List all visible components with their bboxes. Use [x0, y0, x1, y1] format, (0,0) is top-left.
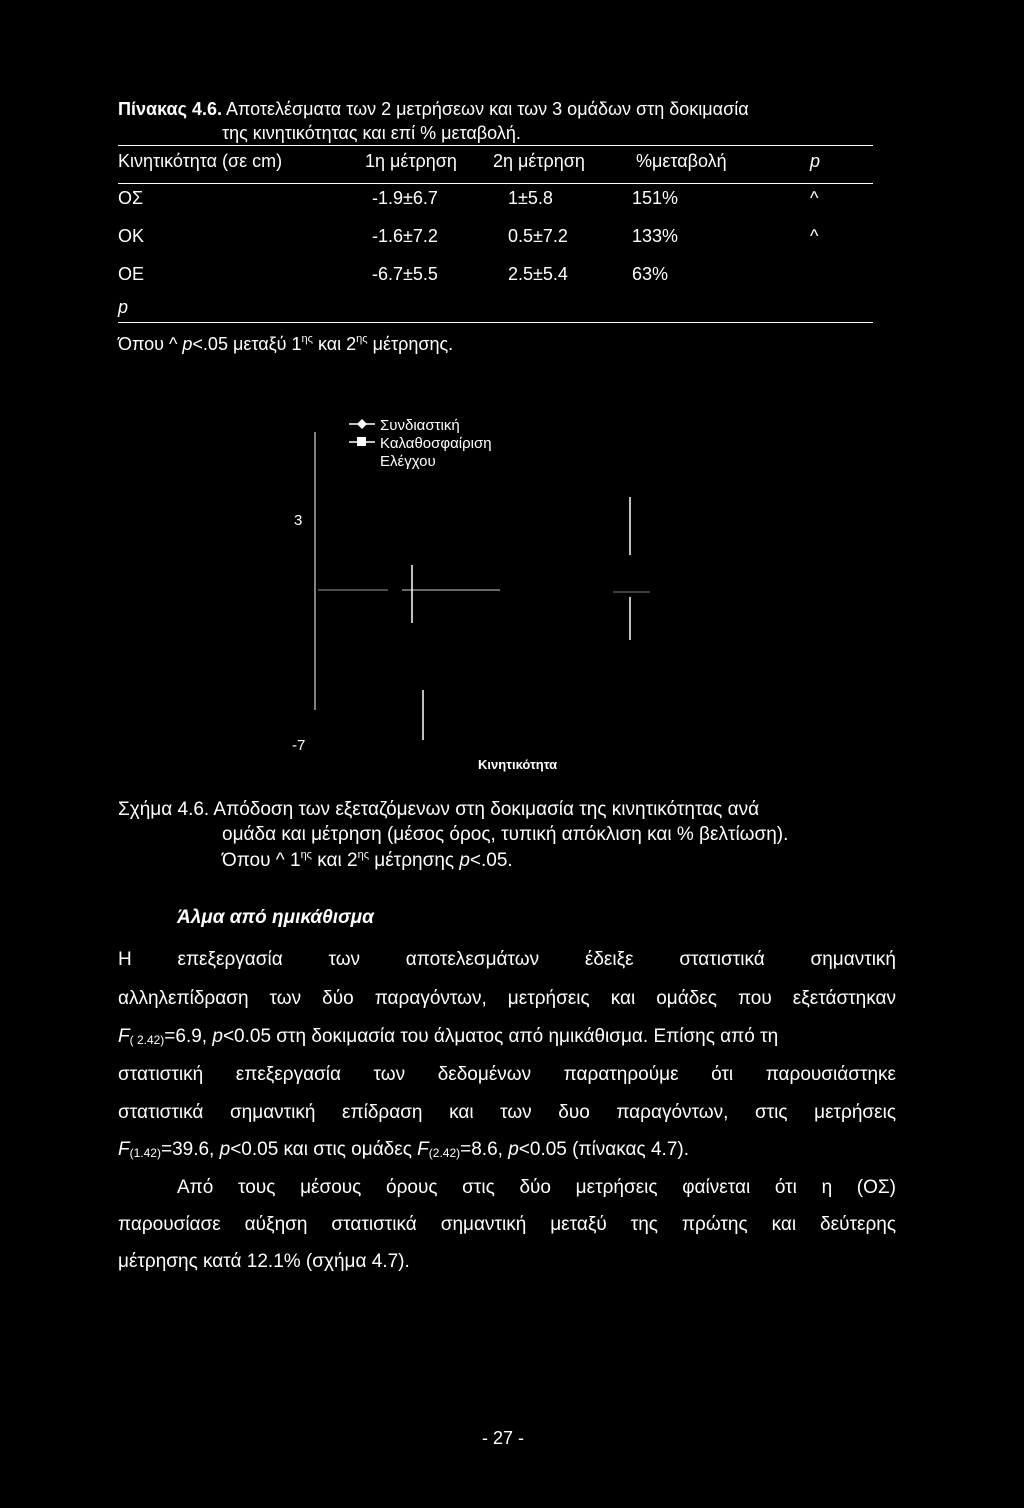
stat-p: p	[219, 1139, 231, 1160]
header-change: %μεταβολή	[636, 151, 727, 171]
legend-label-1: Συνδιαστική	[380, 417, 460, 434]
row-os-m2: 1±5.8	[508, 188, 553, 208]
legend-diamond-marker	[357, 419, 367, 429]
figure-caption-line3	[222, 849, 513, 873]
stat-sub: (2.42)	[428, 1146, 461, 1160]
paragraph-line: αλληλεπίδραση των δύο παραγόντων, μετρήσεις και ομάδες που εξετάστηκαν	[118, 988, 896, 1009]
table-caption-label: Πίνακας 4.6.	[118, 99, 222, 119]
section-heading: Άλμα από ημικάθισμα	[177, 907, 374, 928]
row-oe-m2: 2.5±5.4	[508, 264, 568, 284]
header-measure-1: 1η μέτρηση	[365, 151, 457, 171]
caption-sup: ης	[357, 849, 370, 861]
caption-part: Όπου ^ 1	[222, 850, 301, 871]
header-measure-2: 2η μέτρηση	[493, 151, 585, 171]
footnote-part: Όπου ^	[118, 334, 183, 354]
paragraph-line: Η επεξεργασία των αποτελεσμάτων έδειξε στατιστικά σημαντική	[118, 949, 896, 970]
paragraph-line: Από τους μέσους όρους στις δύο μετρήσεις φαίνεται ότι η (ΟΣ)	[177, 1177, 896, 1198]
legend-square-marker	[357, 437, 366, 446]
paragraph-line	[118, 1025, 778, 1049]
footnote-sup: ης	[301, 333, 313, 345]
legend-label-2: Καλαθοσφαίριση	[380, 435, 492, 452]
row-group-ok: ΟΚ	[118, 226, 145, 246]
row-os-p: ^	[810, 188, 819, 208]
footnote-part: <.05 μεταξύ 1	[192, 334, 302, 354]
row-p-label: p	[118, 297, 129, 317]
paragraph-line: μέτρησης κατά 12.1% (σχήμα 4.7).	[118, 1251, 410, 1272]
row-os-m1: -1.9±6.7	[372, 188, 438, 208]
row-oe-change: 63%	[632, 264, 669, 284]
stat-f: F	[118, 1139, 130, 1160]
stat-part: =6.9,	[164, 1026, 213, 1047]
paragraph-line: στατιστικά σημαντική επίδραση και των δυο παραγόντων, στις μετρήσεις	[118, 1102, 896, 1123]
paragraph-line: παρουσίασε αύξηση στατιστικά σημαντική μεταξύ της πρώτης και δεύτερης	[118, 1214, 896, 1235]
legend-label-3: Ελέγχου	[380, 453, 436, 470]
stat-part: <0.05 (πίνακας 4.7).	[518, 1139, 689, 1160]
footnote-part: και 2	[312, 334, 357, 354]
stat-part: =8.6,	[460, 1139, 509, 1160]
stat-sub: (1.42)	[129, 1146, 161, 1160]
caption-p: p	[459, 850, 470, 871]
stat-sub: ( 2.42)	[129, 1033, 165, 1047]
page-number: - 27 -	[482, 1428, 525, 1448]
x-axis-label: Κινητικότητα	[478, 757, 558, 772]
footnote-p: p	[182, 334, 193, 354]
stat-p: p	[212, 1026, 223, 1047]
paragraph-line	[118, 1138, 689, 1162]
stat-part: =39.6,	[160, 1139, 220, 1160]
y-tick-top: 3	[294, 512, 303, 529]
stat-f: F	[417, 1139, 429, 1160]
stat-p: p	[508, 1139, 519, 1160]
row-ok-m1: -1.6±7.2	[372, 226, 438, 246]
table-caption-line2: της κινητικότητας και επί % μεταβολή.	[222, 123, 521, 143]
header-p: p	[810, 151, 821, 171]
caption-part: μέτρησης	[369, 850, 460, 871]
header-mobility: Κινητικότητα (σε cm)	[118, 151, 283, 171]
stat-f: F	[118, 1026, 130, 1047]
caption-part: <.05.	[469, 850, 513, 871]
row-group-os: ΟΣ	[118, 188, 144, 208]
row-ok-p: ^	[810, 226, 819, 246]
table-caption-text: Αποτελέσματα των 2 μετρήσεων και των 3 ομάδων στη δοκιμασία	[221, 99, 749, 119]
caption-part: και 2	[311, 850, 358, 871]
figure-caption-line2: ομάδα και μέτρηση (μέσος όρος, τυπική απόκλιση και % βελτίωση).	[222, 824, 789, 845]
figure-caption	[118, 798, 759, 822]
row-group-oe: ΟΕ	[118, 264, 145, 284]
row-oe-m1: -6.7±5.5	[372, 264, 438, 284]
footnote-part: μέτρησης.	[367, 334, 454, 354]
row-ok-m2: 0.5±7.2	[508, 226, 568, 246]
paragraph-line: στατιστική επεξεργασία των δεδομένων παρατηρούμε ότι παρουσιάστηκε	[118, 1064, 896, 1085]
figure-caption-text: Απόδοση των εξεταζόμενων στη δοκιμασία της κινητικότητας ανά	[209, 799, 760, 820]
caption-sup: ης	[300, 849, 312, 861]
y-tick-bottom: -7	[292, 737, 306, 754]
row-ok-change: 133%	[632, 226, 679, 246]
row-os-change: 151%	[632, 188, 679, 208]
stat-part: <0.05 στη δοκιμασία του άλματος από ημικάθισμα. Επίσης από τη	[222, 1026, 779, 1047]
stat-part: <0.05 και στις ομάδες	[230, 1139, 418, 1160]
chart-legend	[349, 417, 492, 470]
figure-caption-label: Σχήμα 4.6.	[118, 799, 210, 820]
footnote-sup: ης	[356, 333, 368, 345]
